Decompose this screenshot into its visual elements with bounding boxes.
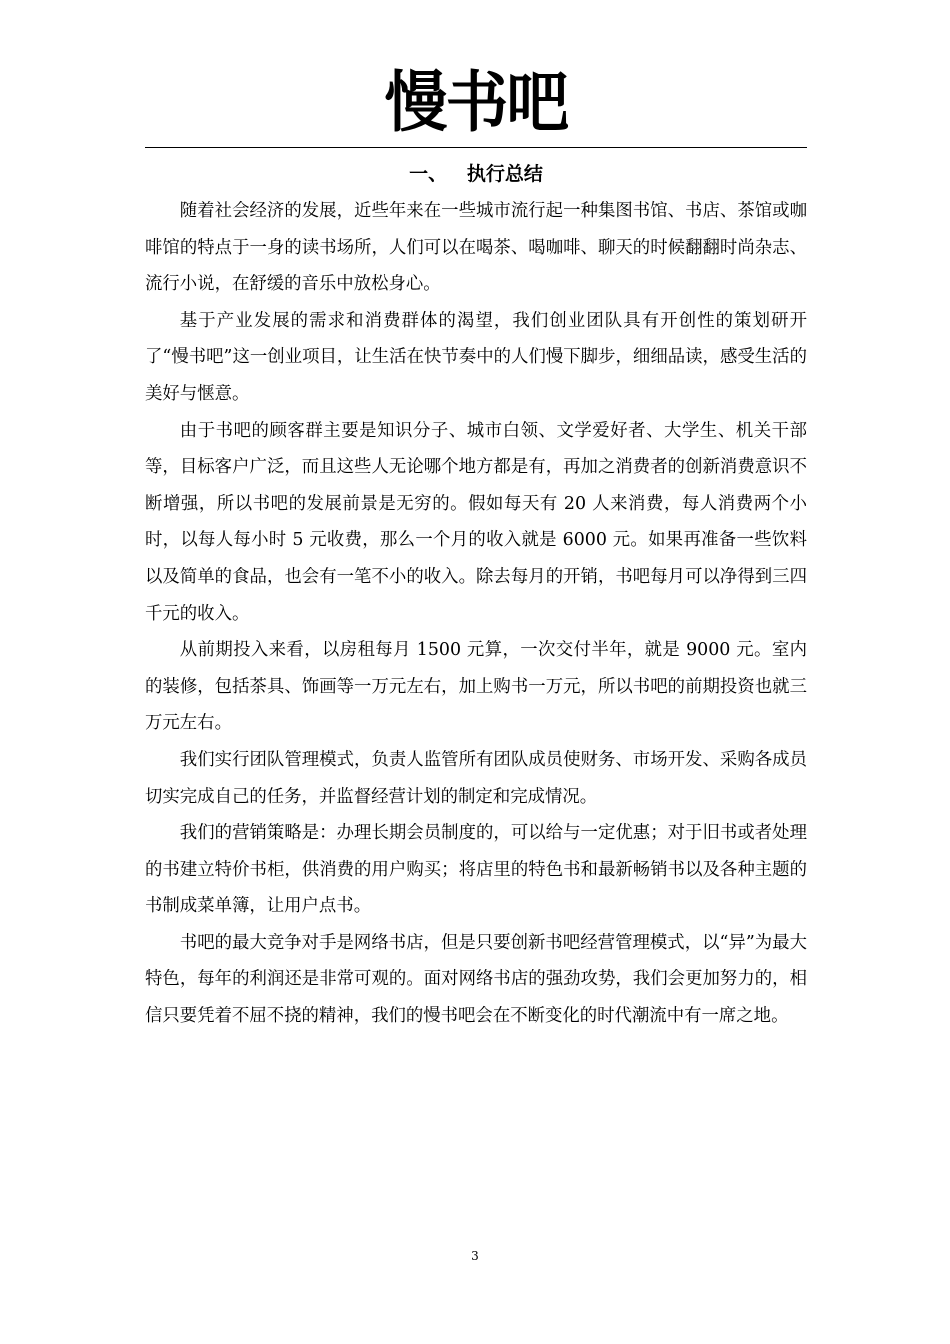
paragraph: 从前期投入来看，以房租每月 1500 元算，一次交付半年，就是 9000 元。室内的装修，包括茶具、饰画等一万元左右，加上购书一万元，所以书吧的前期投资也就三万元左右。	[145, 640, 807, 734]
paragraph: 由于书吧的顾客群主要是知识分子、城市白领、文学爱好者、大学生、机关干部等，目标客户广泛，而且这些人无论哪个地方都是有，再加之消费者的创新消费意识不断增强，所以书吧的发展前景是无穷的。假如每天有 20 人来消费，每人消费两个小时，以每人每小时 5 元收费，那么一个月的收入就是 6000 元。如果再准备一些饮料以及简单的食品，也会有一笔不小的收入。除去每月的开销，书吧每月可以净得到三四千元的收入。	[145, 420, 807, 624]
document-title: 慢书吧	[384, 64, 568, 141]
paragraph: 我们实行团队管理模式，负责人监管所有团队成员使财务、市场开发、采购各成员切实完成自己的任务，并监督经营计划的制定和完成情况。	[145, 749, 807, 807]
body-text	[145, 193, 807, 1035]
paragraph: 基于产业发展的需求和消费群体的渴望，我们创业团队具有开创性的策划研开了“慢书吧”这一创业项目，让生活在快节奏中的人们慢下脚步，细细品读，感受生活的美好与惬意。	[145, 310, 807, 404]
title-divider	[145, 147, 807, 148]
section-heading: 一、 执行总结	[409, 163, 543, 185]
paragraph: 书吧的最大竞争对手是网络书店，但是只要创新书吧经营管理模式，以“异”为最大特色，每年的利润还是非常可观的。面对网络书店的强劲攻势，我们会更加努力的，相信只要凭着不屈不挠的精神，我们的慢书吧会在不断变化的时代潮流中有一席之地。	[145, 932, 807, 1027]
paragraph: 随着社会经济的发展，近些年来在一些城市流行起一种集图书馆、书店、茶馆或咖啡馆的特点于一身的读书场所，人们可以在喝茶、喝咖啡、聊天的时候翻翻时尚杂志、流行小说，在舒缓的音乐中放松身心。	[145, 201, 807, 295]
paragraph: 我们的营销策略是：办理长期会员制度的，可以给与一定优惠；对于旧书或者处理的书建立特价书柜，供消费的用户购买；将店里的特色书和最新畅销书以及各种主题的书制成菜单簿，让用户点书。	[145, 823, 807, 917]
page-number: 3	[471, 1249, 479, 1263]
